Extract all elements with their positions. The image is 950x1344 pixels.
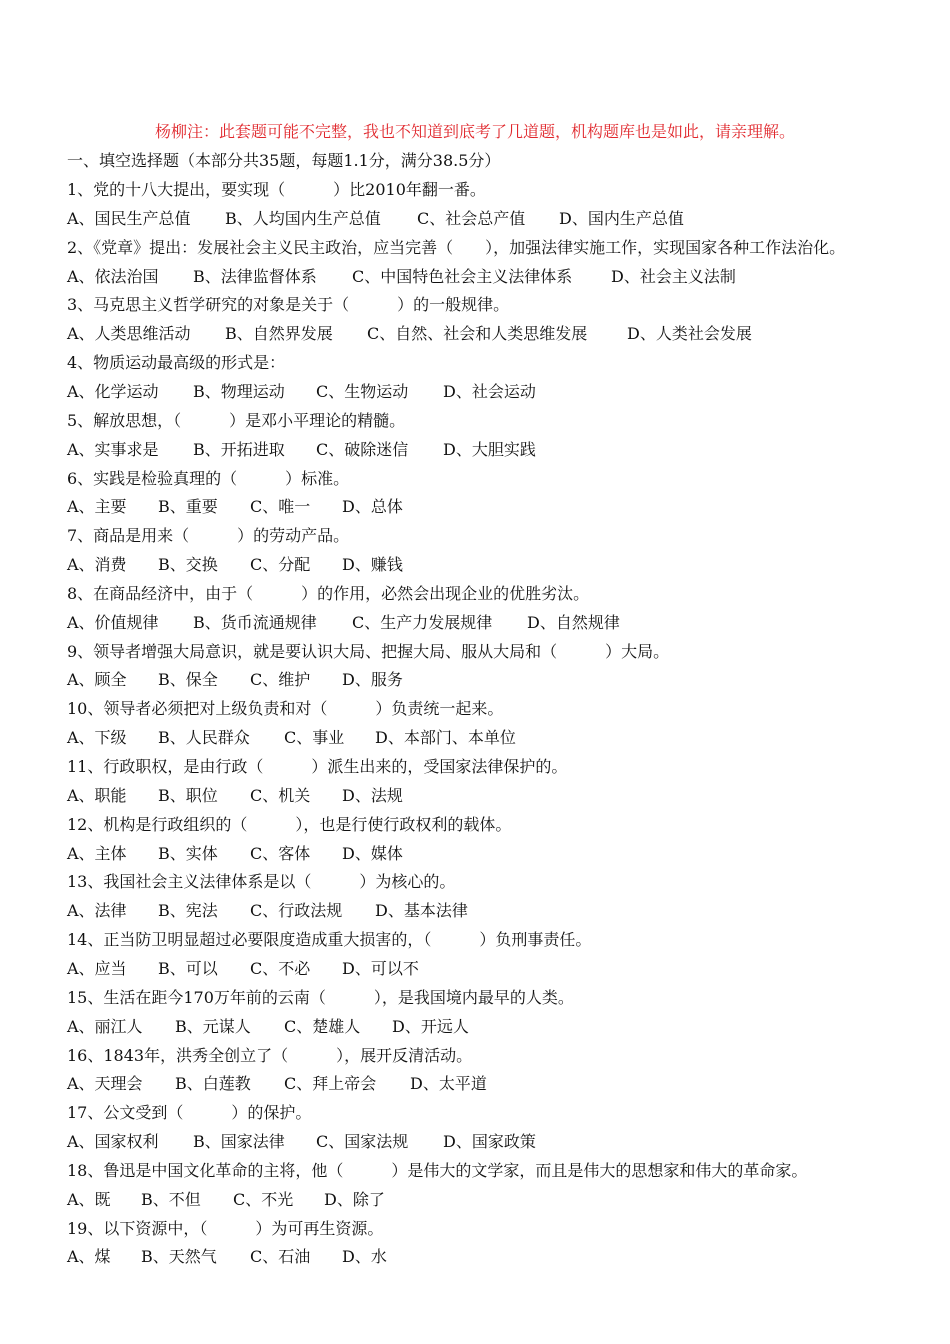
answer-option: D、人类社会发展	[627, 324, 752, 343]
answer-option: C、国家法规	[316, 1132, 409, 1151]
answer-option: A、主体	[67, 844, 127, 863]
answer-option: D、太平道	[410, 1074, 487, 1093]
answer-option: D、社会主义法制	[611, 267, 736, 286]
answer-option: A、依法治国	[67, 267, 159, 286]
answer-option: B、白莲教	[175, 1074, 251, 1093]
editor-note: 杨柳注：此套题可能不完整，我也不知道到底考了几道题，机构题库也是如此，请亲理解。	[154, 122, 795, 141]
question-text: 6、实践是检验真理的（ ）标准。	[67, 469, 350, 488]
answer-option: A、法律	[67, 901, 127, 920]
question-text: 14、正当防卫明显超过必要限度造成重大损害的，（ ）负刑事责任。	[67, 930, 592, 949]
answer-option: B、自然界发展	[225, 324, 333, 343]
answer-option: C、分配	[250, 555, 311, 574]
answer-option: B、职位	[158, 786, 218, 805]
answer-option: A、实事求是	[67, 440, 159, 459]
section-title: 一、填空选择题（本部分共35题，每题1.1分，满分38.5分）	[67, 151, 501, 170]
answer-option: D、国内生产总值	[559, 209, 684, 228]
question-text: 7、商品是用来（ ）的劳动产品。	[67, 526, 350, 545]
answer-option: B、交换	[158, 555, 218, 574]
answer-option: A、主要	[67, 497, 127, 516]
question-text: 17、公文受到（ ）的保护。	[67, 1103, 312, 1122]
question-text: 4、物质运动最高级的形式是：	[67, 353, 286, 372]
answer-option: B、货币流通规律	[193, 613, 317, 632]
answer-option: A、既	[67, 1190, 111, 1209]
answer-option: A、天理会	[67, 1074, 143, 1093]
question-text: 5、解放思想，（ ）是邓小平理论的精髓。	[67, 411, 406, 430]
answer-option: B、保全	[158, 670, 218, 689]
question-text: 13、我国社会主义法律体系是以（ ）为核心的。	[67, 872, 456, 891]
answer-option: D、国家政策	[443, 1132, 536, 1151]
answer-option: D、开远人	[392, 1017, 469, 1036]
answer-option: D、社会运动	[443, 382, 536, 401]
answer-option: D、水	[342, 1247, 387, 1266]
answer-option: A、顾全	[67, 670, 127, 689]
answer-option: A、化学运动	[67, 382, 159, 401]
answer-option: A、职能	[67, 786, 127, 805]
answer-option: B、元谋人	[175, 1017, 251, 1036]
answer-option: A、国家权利	[67, 1132, 159, 1151]
question-text: 15、生活在距今170万年前的云南（ ），是我国境内最早的人类。	[67, 988, 574, 1007]
answer-option: B、重要	[158, 497, 218, 516]
answer-option: B、可以	[158, 959, 218, 978]
answer-option: D、自然规律	[527, 613, 620, 632]
question-text: 1、党的十八大提出，要实现（ ）比2010年翻一番。	[67, 180, 486, 199]
question-text: 8、在商品经济中，由于（ ）的作用，必然会出现企业的优胜劣汰。	[67, 584, 590, 603]
question-text: 2、《党章》提出：发展社会主义民主政治，应当完善（ ），加强法律实施工作，实现国家各种工作法治化。	[67, 238, 846, 257]
answer-option: C、拜上帝会	[284, 1074, 377, 1093]
question-text: 19、以下资源中，（ ）为可再生资源。	[67, 1219, 384, 1238]
question-text: 16、1843年，洪秀全创立了（ ），展开反清活动。	[67, 1046, 473, 1065]
answer-option: D、本部门、本单位	[375, 728, 516, 747]
answer-option: C、行政法规	[250, 901, 343, 920]
answer-option: D、服务	[342, 670, 403, 689]
answer-option: C、破除迷信	[316, 440, 409, 459]
answer-option: D、除了	[324, 1190, 385, 1209]
answer-option: C、石油	[250, 1247, 311, 1266]
answer-option: B、人民群众	[158, 728, 250, 747]
answer-option: B、实体	[158, 844, 218, 863]
answer-option: B、不但	[141, 1190, 201, 1209]
answer-option: B、宪法	[158, 901, 218, 920]
answer-option: C、不必	[250, 959, 311, 978]
answer-option: A、国民生产总值	[67, 209, 191, 228]
answer-option: D、法规	[342, 786, 403, 805]
answer-option: D、可以不	[342, 959, 419, 978]
answer-option: C、唯一	[250, 497, 311, 516]
answer-option: A、人类思维活动	[67, 324, 191, 343]
answer-option: D、媒体	[342, 844, 403, 863]
answer-option: B、天然气	[141, 1247, 217, 1266]
answer-option: D、大胆实践	[443, 440, 536, 459]
answer-option: C、楚雄人	[284, 1017, 361, 1036]
answer-option: B、人均国内生产总值	[225, 209, 381, 228]
answer-option: D、总体	[342, 497, 403, 516]
answer-option: D、基本法律	[375, 901, 468, 920]
answer-option: C、客体	[250, 844, 311, 863]
answer-option: C、不光	[233, 1190, 294, 1209]
answer-option: A、应当	[67, 959, 127, 978]
answer-option: C、维护	[250, 670, 311, 689]
question-text: 12、机构是行政组织的（ ），也是行使行政权利的载体。	[67, 815, 512, 834]
answer-option: A、价值规律	[67, 613, 159, 632]
answer-option: C、机关	[250, 786, 311, 805]
answer-option: A、消费	[67, 555, 127, 574]
question-text: 11、行政职权，是由行政（ ）派生出来的，受国家法律保护的。	[67, 757, 568, 776]
answer-option: B、法律监督体系	[193, 267, 317, 286]
answer-option: C、社会总产值	[417, 209, 526, 228]
answer-option: C、中国特色社会主义法律体系	[352, 267, 573, 286]
question-text: 10、领导者必须把对上级负责和对（ ）负责统一起来。	[67, 699, 504, 718]
answer-option: C、生物运动	[316, 382, 409, 401]
answer-option: C、生产力发展规律	[352, 613, 493, 632]
answer-option: A、下级	[67, 728, 127, 747]
answer-option: B、开拓进取	[193, 440, 285, 459]
answer-option: B、国家法律	[193, 1132, 285, 1151]
answer-option: C、事业	[284, 728, 345, 747]
answer-option: B、物理运动	[193, 382, 285, 401]
answer-option: A、丽江人	[67, 1017, 143, 1036]
answer-option: D、赚钱	[342, 555, 403, 574]
answer-option: C、自然、社会和人类思维发展	[367, 324, 588, 343]
question-text: 9、领导者增强大局意识，就是要认识大局、把握大局、服从大局和（ ）大局。	[67, 642, 670, 661]
answer-option: A、煤	[67, 1247, 111, 1266]
question-text: 3、马克思主义哲学研究的对象是关于（ ）的一般规律。	[67, 295, 510, 314]
question-text: 18、鲁迅是中国文化革命的主将，他（ ）是伟大的文学家，而且是伟大的思想家和伟大的革命家。	[67, 1161, 808, 1180]
